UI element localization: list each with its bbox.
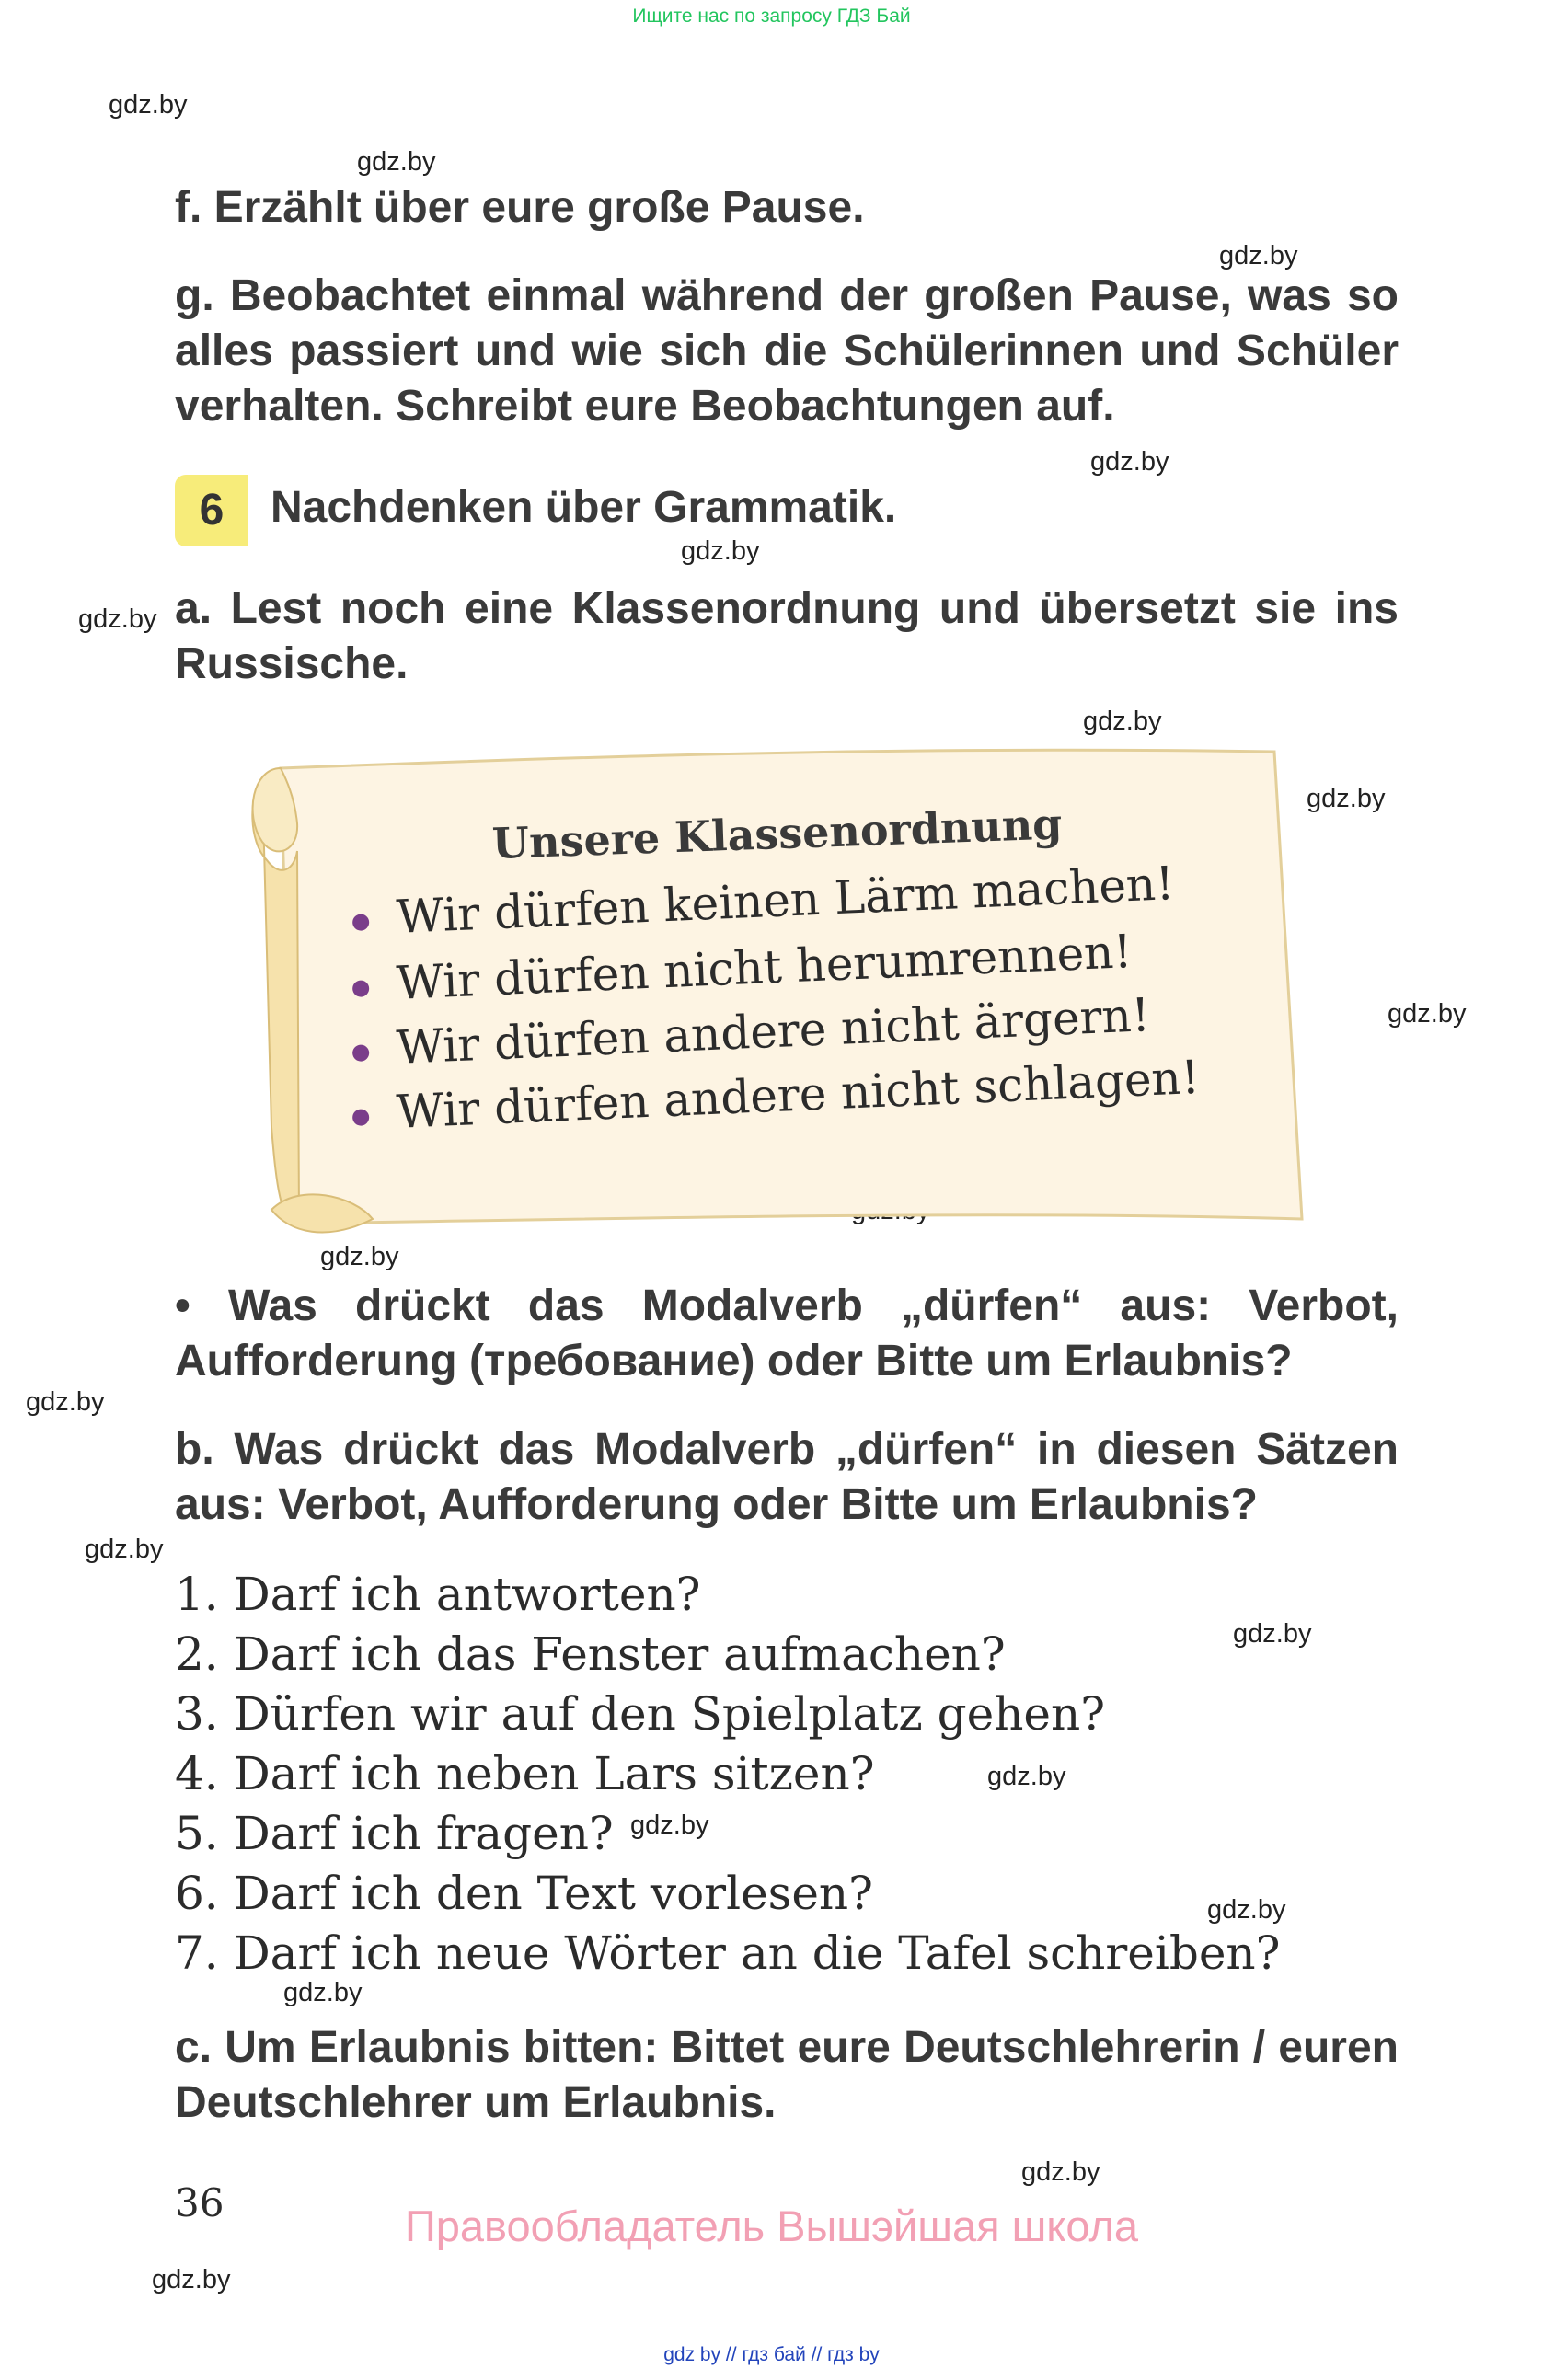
watermark: gdz.by bbox=[630, 1811, 709, 1840]
example-sentence: 1. Darf ich antworten? bbox=[175, 1568, 701, 1621]
exercise-title: Nachdenken über Grammatik. bbox=[271, 483, 897, 532]
task-a: a. Lest noch eine Klassenordnung und übersetzt sie ins Russische. bbox=[175, 584, 1399, 688]
watermark: gdz.by bbox=[78, 604, 157, 634]
bottom-links[interactable]: gdz by // гдз бай // гдз by bbox=[663, 2344, 880, 2365]
class-rules-scroll bbox=[244, 741, 1316, 1237]
watermark: gdz.by bbox=[1090, 447, 1169, 477]
exercise-number-badge: 6 bbox=[175, 475, 248, 546]
watermark: gdz.by bbox=[26, 1387, 105, 1417]
watermark: gdz.by bbox=[283, 1978, 363, 2007]
bullet-dot bbox=[352, 914, 370, 931]
task-b: b. Was drückt das Modalverb „dürfen“ in diesen Sätzen aus: Verbot, Aufforderung oder Bitte um Erlaubnis? bbox=[175, 1425, 1399, 1529]
task-g: g. Beobachtet einmal während der großen Pause, was so alles passiert und wie sich die Schülerinnen und Schüler verhalten. Schreibt eure Beobachtungen auf. bbox=[175, 271, 1399, 431]
modal-verb-question: • Was drückt das Modalverb „dürfen“ aus: Verbot, Aufforderung (требование) oder Bitte um Erlaubnis? bbox=[175, 1282, 1399, 1385]
example-sentence: 4. Darf ich neben Lars sitzen? bbox=[175, 1747, 875, 1800]
example-sentence: 7. Darf ich neue Wörter an die Tafel schreiben? bbox=[175, 1926, 1281, 1980]
watermark: gdz.by bbox=[1307, 784, 1386, 813]
rule-text: Wir dürfen nicht herumrennen! bbox=[395, 925, 1134, 1010]
task-f: f. Erzählt über eure große Pause. bbox=[175, 183, 865, 232]
example-sentence: 6. Darf ich den Text vorlesen? bbox=[175, 1867, 873, 1920]
watermark: gdz.by bbox=[109, 90, 188, 120]
example-sentence: 5. Darf ich fragen? bbox=[175, 1807, 614, 1860]
watermark: gdz.by bbox=[1083, 707, 1162, 736]
watermark: gdz.by bbox=[320, 1242, 399, 1271]
watermark: gdz.by bbox=[681, 536, 760, 566]
rule-text: Wir dürfen andere nicht ärgern! bbox=[395, 988, 1151, 1075]
example-sentence: 3. Dürfen wir auf den Spielplatz gehen? bbox=[175, 1687, 1106, 1741]
watermark: gdz.by bbox=[1388, 999, 1467, 1029]
example-sentence: 2. Darf ich das Fenster aufmachen? bbox=[175, 1627, 1006, 1681]
top-banner[interactable]: Ищите нас по запросу ГДЗ Бай bbox=[632, 6, 911, 27]
watermark: gdz.by bbox=[357, 147, 436, 177]
watermark: gdz.by bbox=[1233, 1619, 1312, 1649]
scroll-title: Unsere Klassenordnung bbox=[491, 799, 1064, 868]
rule-text: Wir dürfen andere nicht schlagen! bbox=[395, 1050, 1201, 1139]
watermark: gdz.by bbox=[1219, 241, 1298, 270]
page-number: 36 bbox=[175, 2180, 225, 2225]
bullet-dot bbox=[352, 980, 370, 997]
watermark: gdz.by bbox=[152, 2265, 231, 2294]
rule-text: Wir dürfen keinen Lärm machen! bbox=[395, 857, 1176, 944]
bullet-dot bbox=[352, 1109, 370, 1126]
watermark: gdz.by bbox=[987, 1762, 1066, 1791]
watermark: gdz.by bbox=[1207, 1895, 1286, 1925]
task-c: c. Um Erlaubnis bitten: Bittet eure Deutschlehrerin / euren Deutschlehrer um Erlaubnis. bbox=[175, 2023, 1399, 2127]
watermark: gdz.by bbox=[1021, 2157, 1100, 2187]
watermark: gdz.by bbox=[85, 1535, 164, 1564]
copyright-owner: Правообладатель Вышэйшая школа bbox=[404, 2202, 1139, 2250]
bullet-dot bbox=[352, 1044, 370, 1062]
